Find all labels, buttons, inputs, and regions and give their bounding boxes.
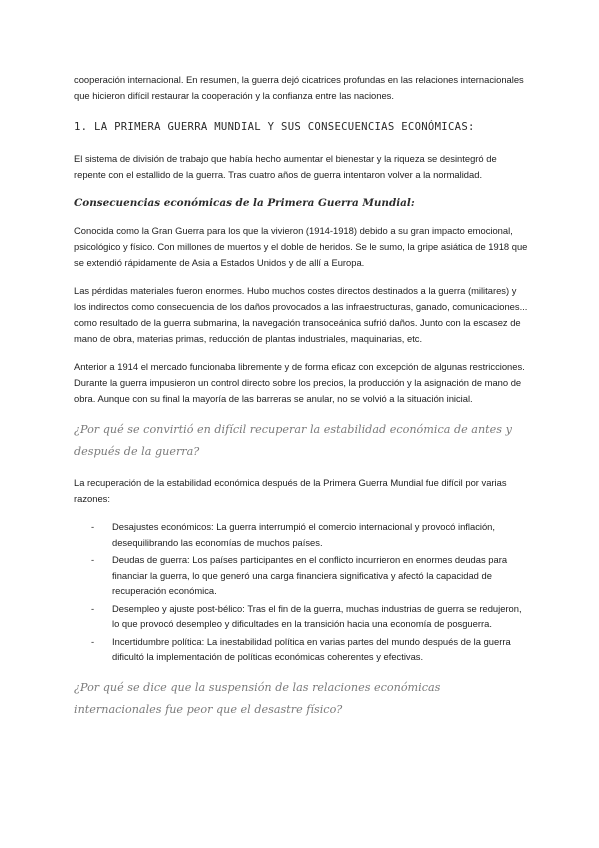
- list-item: [74, 519, 529, 550]
- document-page: [74, 72, 529, 733]
- list-dash: -: [91, 635, 95, 647]
- paragraph-great-war: Conocida como la Gran Guerra para los que la vivieron (1914-1918) debido a su gran impacto emocional, psicológico y físico. Con millones de muertos y el doble de heridos. Se le sumo, la gripe asiática de 1918 que se extendió rápidamente de Asia a Estados Unidos y de allí a Europa.: [74, 225, 528, 268]
- answer-intro-paragraph: La recuperación de la estabilidad económica después de la Primera Guerra Mundial fue difícil por varias razones:: [74, 477, 507, 504]
- list-dash: -: [91, 521, 95, 532]
- subtitle-heading: Consecuencias económicas de la Primera Guerra Mundial:: [74, 197, 415, 209]
- list-dash: -: [91, 554, 95, 565]
- reasons-list: [74, 519, 529, 665]
- list-item-text: Deudas de guerra: Los países participantes en el conflicto incurrieron en enormes deudas para financiar la guerra, lo que generó una carga financiera significativa y afectó la capacidad de recuperación económica.: [112, 554, 508, 596]
- question-heading-1: ¿Por qué se convirtió en difícil recuperar la estabilidad económica de antes y después de la guerra?: [74, 423, 512, 458]
- section-intro-paragraph: El sistema de división de trabajo que había hecho aumentar el bienestar y la riqueza se desintegró de repente con el estallido de la guerra. Tras cuatro años de guerra intentaron volver a la normalidad.: [74, 153, 497, 180]
- list-item-text: Desempleo y ajuste post-bélico: Tras el fin de la guerra, muchas industrias de guerra se redujeron, lo que provocó desempleo y dificultades en la transición hacia una economía de posguerra.: [112, 602, 522, 629]
- paragraph-material-losses: Las pérdidas materiales fueron enormes. Hubo muchos costes directos destinados a la guerra (militares) y los indirectos como consecuencia de los daños provocados a las infraestructuras, ganado, comunicaciones... como resultado de la guerra submarina, la navegación transoceánica sufrió daños. Junto con la escasez de mano de obra, materias primas, reducción de plantas industriales, maquinarias, etc.: [74, 285, 528, 344]
- paragraph-market-before-1914: Anterior a 1914 el mercado funcionaba libremente y de forma eficaz con excepción de algunas restricciones. Durante la guerra impusieron un control directo sobre los precios, la producción y la asignación de mano de obra. Aunque con su final la mayoría de las barreras se anular, no se volvió a la situación inicial.: [74, 361, 525, 404]
- list-item: [74, 601, 529, 632]
- list-item: [74, 552, 529, 599]
- list-item-text: Desajustes económicos: La guerra interrumpió el comercio internacional y provocó inflación, desequilibrando las economías de muchos países.: [112, 521, 496, 548]
- section-title: 1. LA PRIMERA GUERRA MUNDIAL Y SUS CONSECUENCIAS ECONÓMICAS:: [74, 121, 475, 133]
- intro-paragraph: cooperación internacional. En resumen, la guerra dejó cicatrices profundas en las relaciones internacionales que hicieron difícil restaurar la cooperación y la confianza entre las naciones.: [74, 74, 524, 101]
- question-heading-2: ¿Por qué se dice que la suspensión de las relaciones económicas internacionales fue peor que el desastre físico?: [74, 680, 441, 716]
- list-item-text: Incertidumbre política: La inestabilidad política en varias partes del mundo después de la guerra dificultó la implementación de políticas económicas coherentes y efectivas.: [112, 635, 511, 662]
- list-dash: -: [91, 602, 95, 614]
- list-item: [74, 634, 529, 665]
